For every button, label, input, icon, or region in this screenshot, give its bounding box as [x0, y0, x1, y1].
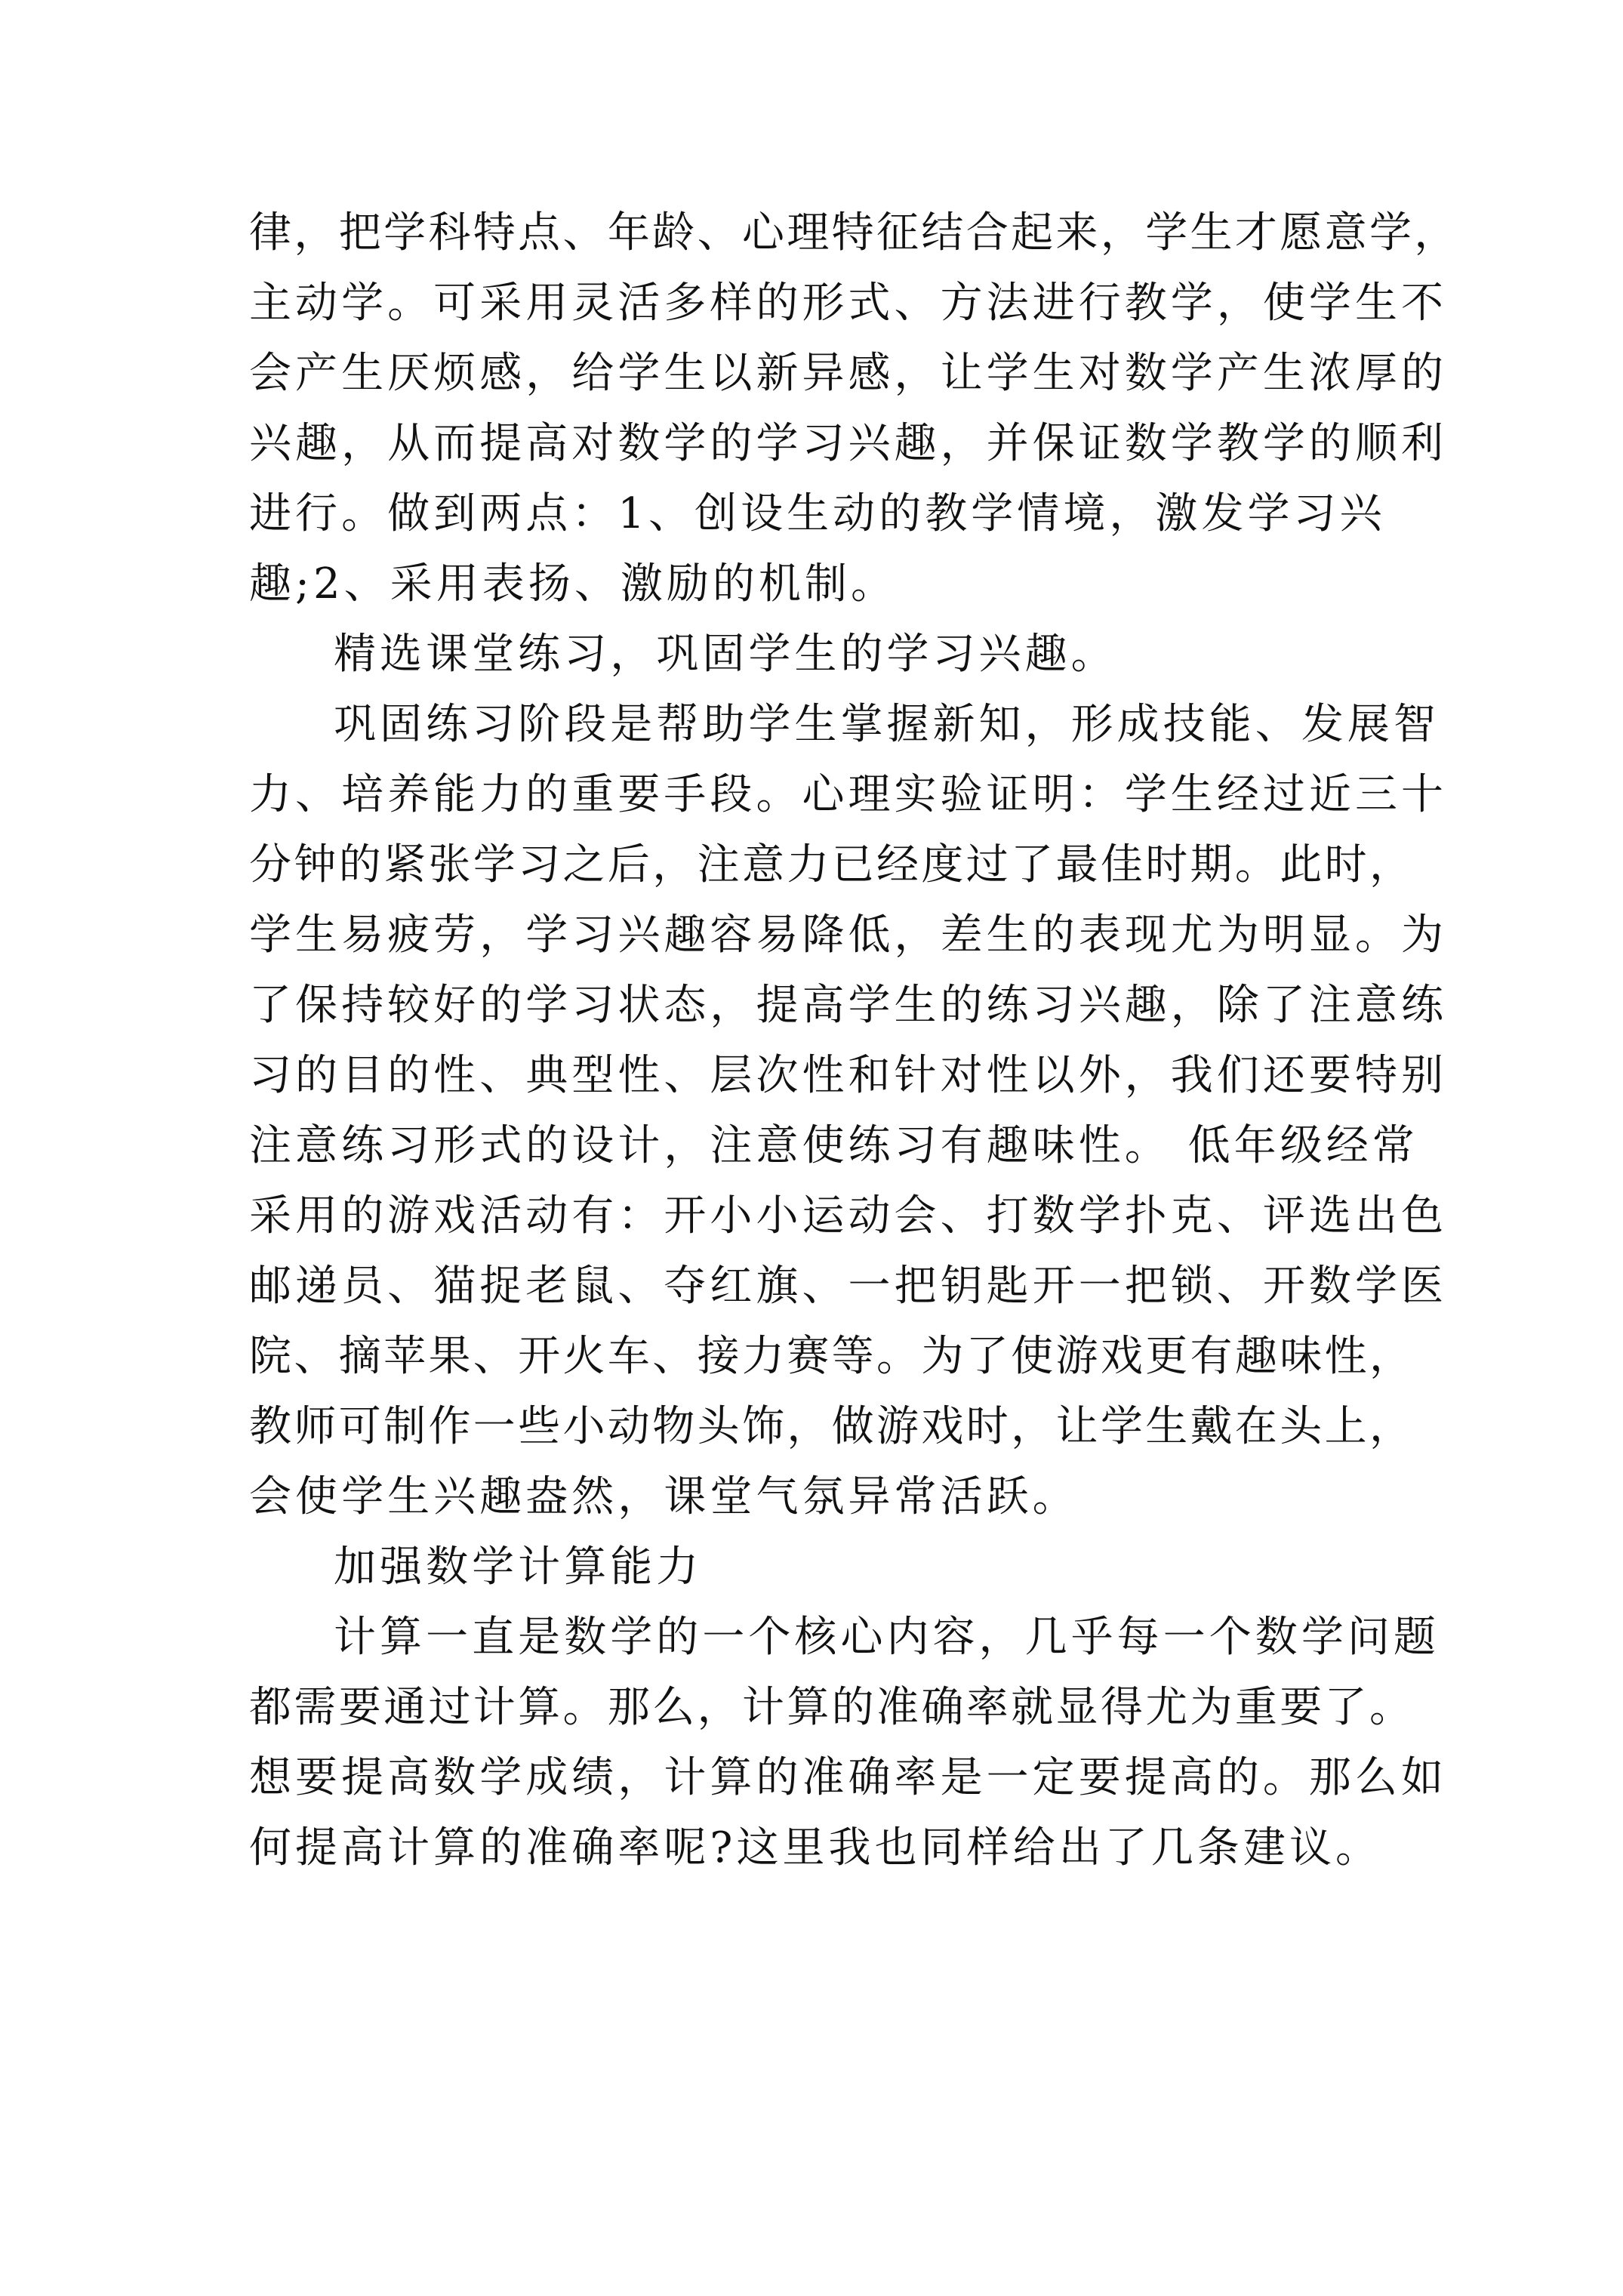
text-line: 巩固练习阶段是帮助学生掌握新知，形成技能、发展智 [334, 700, 1440, 749]
text-line: 习的目的性、典型性、层次性和针对性以外，我们还要特别 [249, 1051, 1448, 1100]
text-line: 分钟的紧张学习之后，注意力已经度过了最佳时期。此时， [249, 840, 1415, 889]
text-line: 计算一直是数学的一个核心内容，几乎每一个数学问题 [334, 1613, 1440, 1662]
text-line: 律，把学科特点、年龄、心理特征结合起来，学生才愿意学， [249, 208, 1459, 257]
section-heading: 精选课堂练习，巩固学生的学习兴趣。 [334, 630, 1117, 679]
text-line: 学生易疲劳，学习兴趣容易降低，差生的表现尤为明显。为 [249, 911, 1448, 960]
text-line: 会产生厌烦感，给学生以新异感，让学生对数学产生浓厚的 [249, 349, 1448, 398]
text-line: 会使学生兴趣盎然，课堂气氛异常活跃。 [249, 1472, 1079, 1521]
text-line: 兴趣，从而提高对数学的学习兴趣，并保证数学教学的顺利 [249, 419, 1448, 468]
text-line: 采用的游戏活动有：开小小运动会、打数学扑克、评选出色 [249, 1191, 1448, 1240]
text-line: 想要提高数学成绩，计算的准确率是一定要提高的。那么如 [249, 1753, 1448, 1802]
body-text [249, 198, 1459, 1883]
text-line: 何提高计算的准确率呢?这里我也同样给出了几条建议。 [249, 1823, 1382, 1872]
text-line: 教师可制作一些小动物头饰，做游戏时，让学生戴在头上， [249, 1402, 1415, 1451]
text-line: 都需要通过计算。那么，计算的准确率就显得尤为重要了。 [249, 1683, 1415, 1732]
text-line: 注意练习形式的设计，注意使练习有趣味性。 低年级经常 [249, 1121, 1418, 1170]
text-line: 了保持较好的学习状态，提高学生的练习兴趣，除了注意练 [249, 981, 1448, 1030]
text-line: 院、摘苹果、开火车、接力赛等。为了使游戏更有趣味性， [249, 1332, 1415, 1381]
text-line: 进行。做到两点：1、创设生动的教学情境，激发学习兴 [249, 489, 1386, 538]
section-heading: 加强数学计算能力 [334, 1542, 703, 1592]
text-line: 趣;2、采用表扬、激励的机制。 [249, 559, 898, 609]
text-line: 主动学。可采用灵活多样的形式、方法进行教学，使学生不 [249, 279, 1448, 328]
text-line: 力、培养能力的重要手段。心理实验证明：学生经过近三十 [249, 770, 1448, 819]
text-line: 邮递员、猫捉老鼠、夺红旗、一把钥匙开一把锁、开数学医 [249, 1262, 1448, 1311]
